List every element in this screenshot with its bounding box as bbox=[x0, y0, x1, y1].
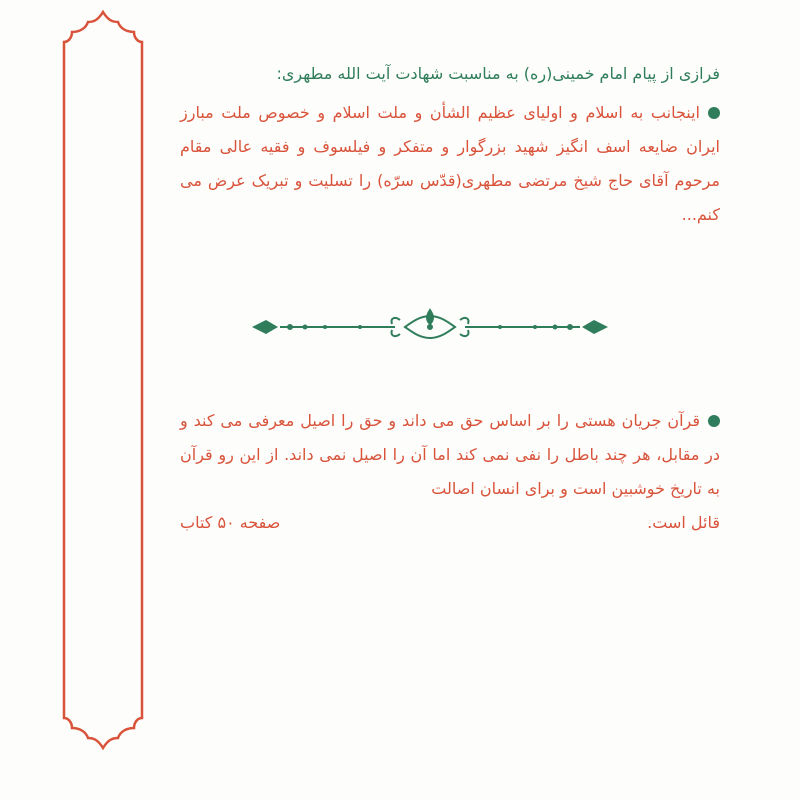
quote2-source: صفحه ۵۰ کتاب bbox=[180, 513, 281, 532]
green-dot-icon bbox=[708, 415, 720, 427]
floral-divider-icon bbox=[250, 308, 610, 346]
intro-text: فرازی از پیام امام خمینی(ره) به مناسبت شهادت آیت الله مطهری: bbox=[276, 64, 720, 83]
quote1-text: اینجانب به اسلام و اولیای عظیم الشأن و ملت اسلام و خصوص ملت مبارز ایران ضایعه اسف انگیز شهید بزرگوار و متفکر و فیلسوف و فقیه عالی مقام مرحوم آقای حاج شیخ مرتضی مطهری(قدّس سرّه) را تسلیت و تبریک عرض می کنم... bbox=[180, 103, 720, 224]
green-dot-icon bbox=[708, 107, 720, 119]
quote2-last-line-text: قائل است. bbox=[647, 513, 720, 532]
quote2-last-line bbox=[180, 506, 720, 540]
quote-intro bbox=[200, 62, 720, 86]
decorative-border-frame bbox=[58, 8, 148, 752]
quote-quran-history bbox=[180, 404, 720, 540]
quote-khomeini bbox=[180, 96, 720, 232]
quote2-text: قرآن جریان هستی را بر اساس حق می داند و حق را اصیل معرفی می کند و در مقابل، هر چند باطل را نفی نمی کند اما آن را اصیل نمی داند. از این رو قرآن به تاریخ خوشبین است و برای انسان اصالت bbox=[180, 411, 720, 498]
